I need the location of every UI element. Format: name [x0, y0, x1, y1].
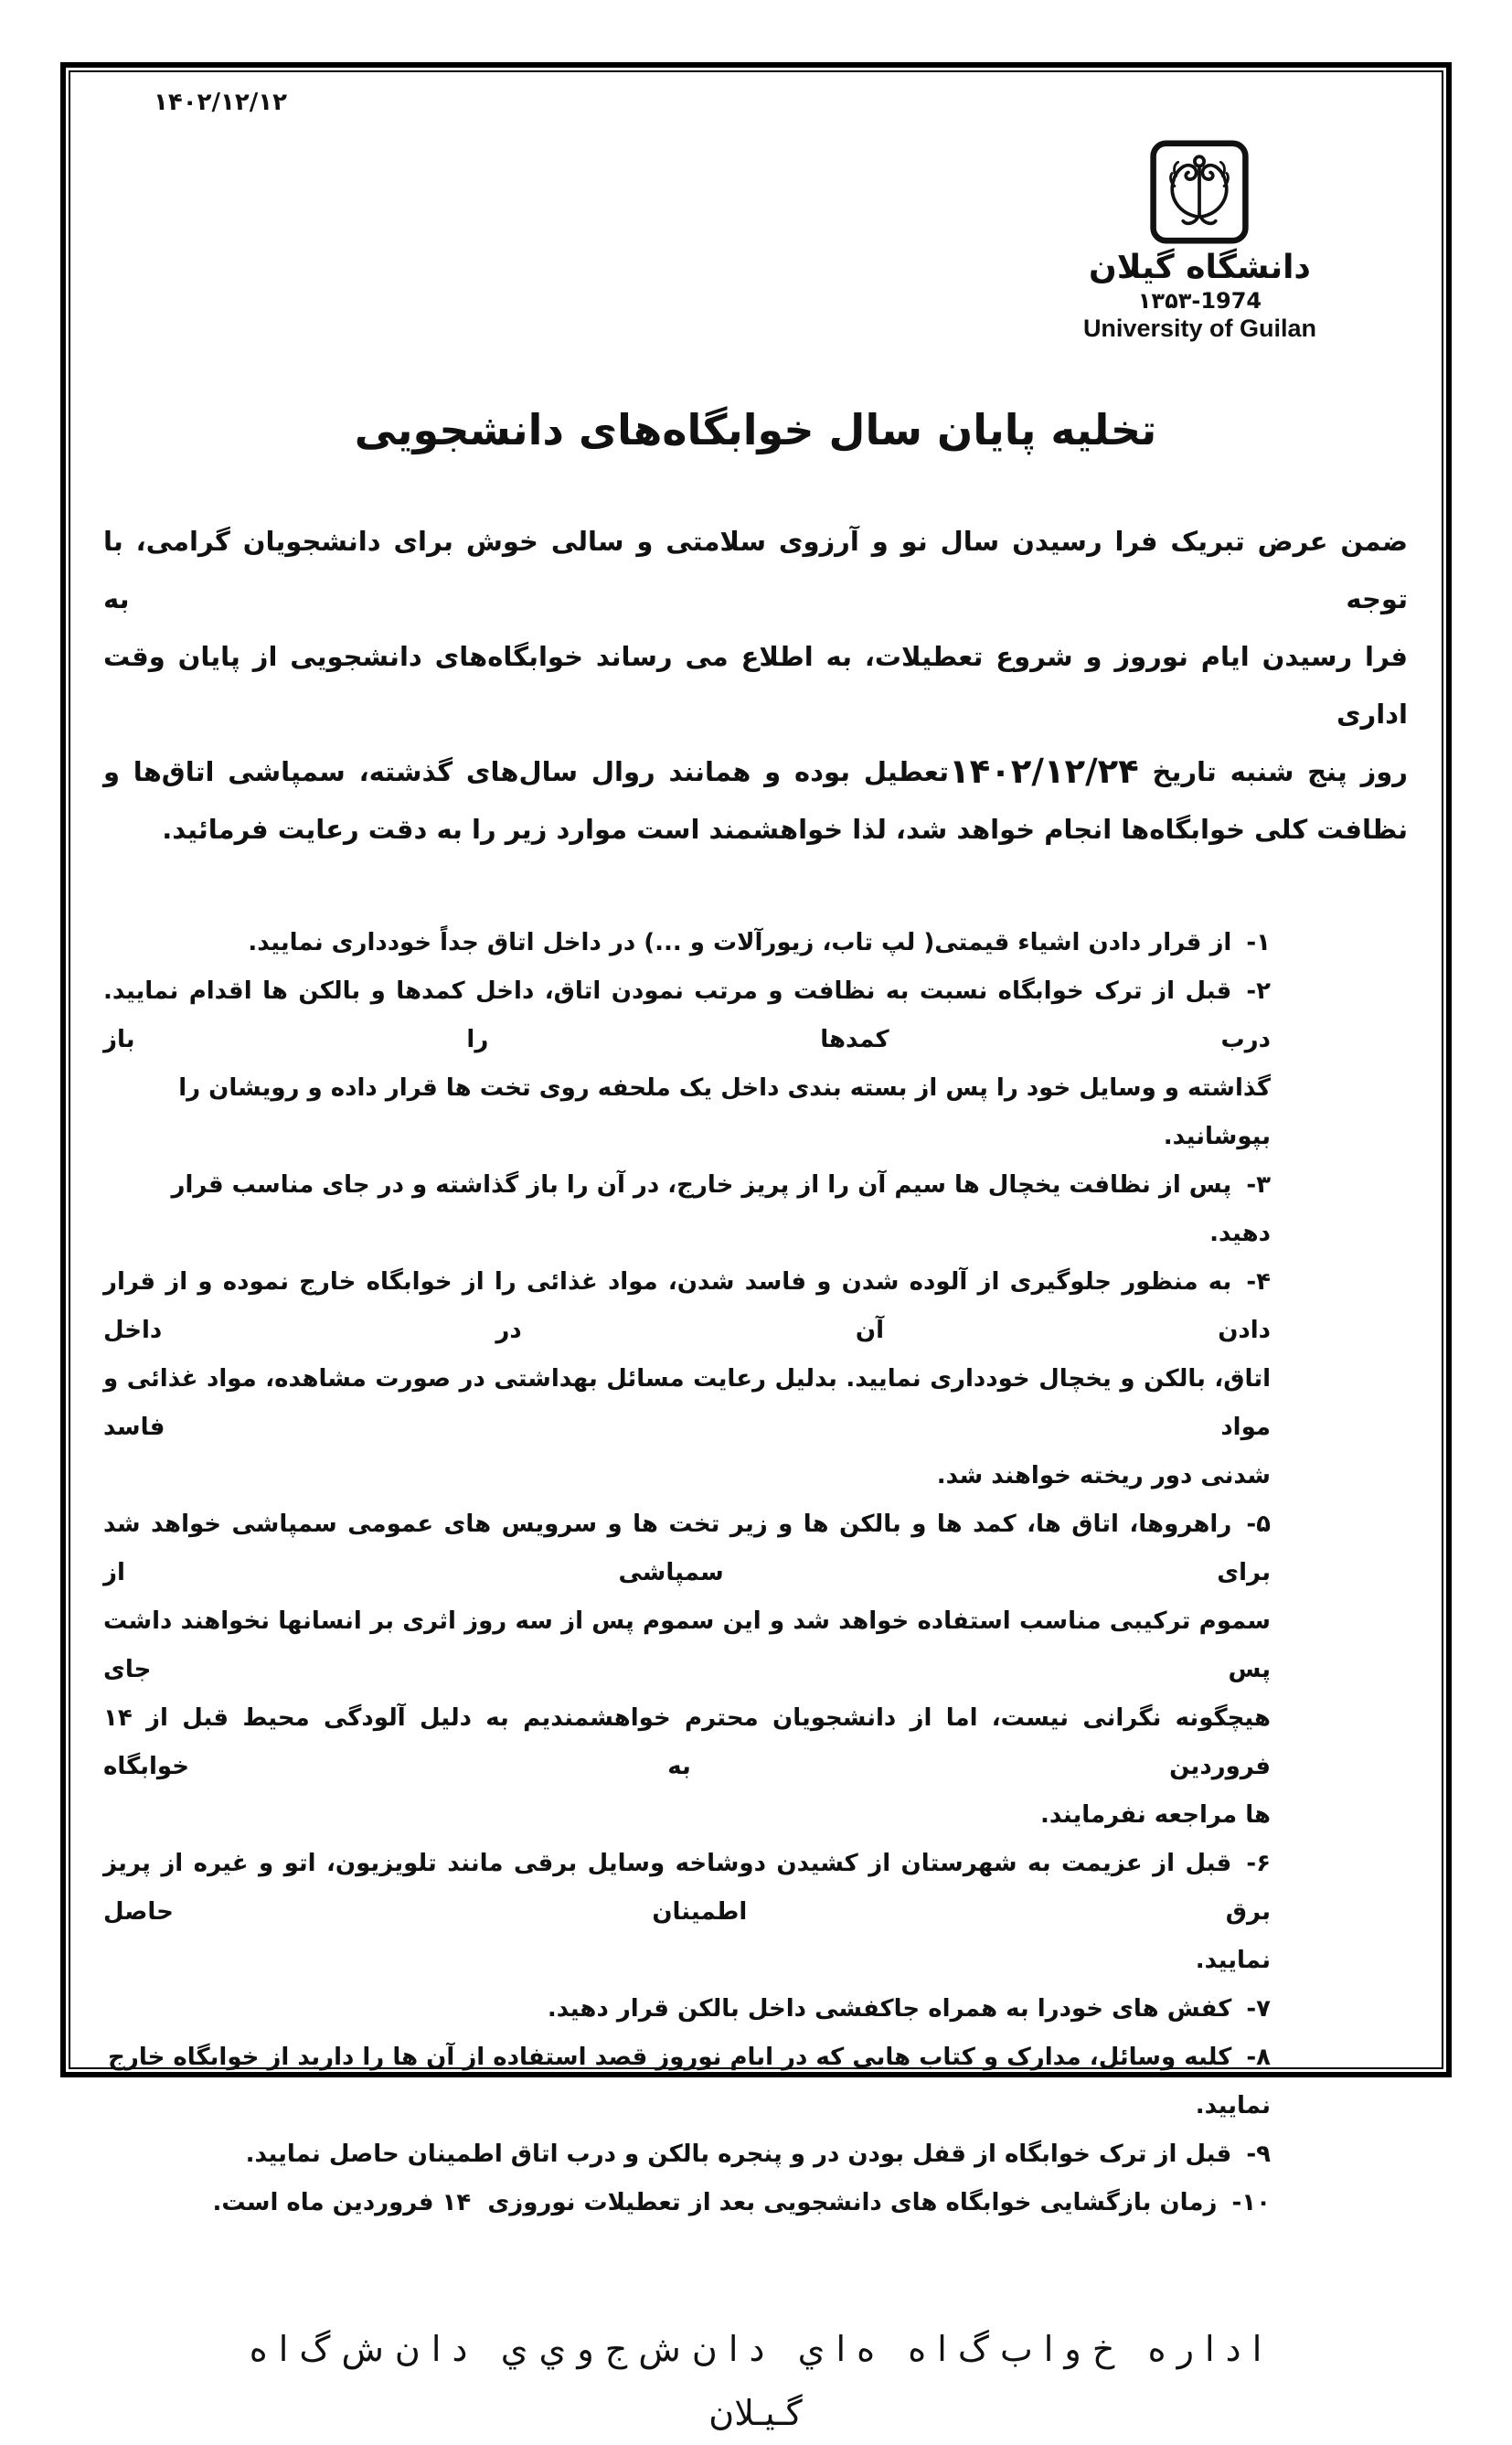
page-title: تخلیه پایان سال خوابگاه‌های دانشجویی — [354, 405, 1157, 454]
item-text: کفش های خودرا به همراه جاکفشی داخل بالکن قرار دهید. — [547, 1995, 1232, 2023]
item-text: ها مراجعه نفرمایند. — [1039, 1801, 1271, 1829]
intro-paragraph — [103, 513, 1408, 859]
list-item-line — [103, 2034, 1408, 2130]
item-number: ۲- — [1246, 977, 1271, 1005]
item-number: ۳- — [1246, 1171, 1271, 1199]
list-item-line — [103, 1694, 1408, 1791]
university-founding-years: ۱۳۵۳-1974 — [1137, 288, 1262, 314]
item-text: به منظور جلوگیری از آلوده شدن و فاسد شدن، مواد غذائی را از خوابگاه خارج نموده و از قرار دادن آن در داخل — [103, 1268, 1271, 1344]
intro-line: ضمن عرض تبریک فرا رسیدن سال نو و آرزوی سلامتی و سالی خوش برای دانشجویان گرامی، با توجه به — [103, 526, 1408, 614]
item-number: ۱۰- — [1231, 2189, 1271, 2216]
list-item-line — [103, 1500, 1408, 1597]
page-border-frame — [60, 62, 1452, 2433]
item-text: قبل از ترک خوابگاه نسبت به نظافت و مرتب نمودن اتاق، داخل کمدها و بالکن ها اقدام نمایید. درب کمدها را باز — [103, 977, 1271, 1053]
item-text: قبل از ترک خوابگاه از قفل بودن در و پنجره بالکن و درب اتاق اطمینان حاصل نمایید. — [245, 2141, 1232, 2168]
university-name-fa: دانشگاه گیلان — [1089, 249, 1311, 286]
item-number: ۱- — [1246, 929, 1271, 956]
instructions-list — [103, 919, 1408, 2227]
signature-line-2: گـيـلان — [708, 2393, 803, 2433]
item-text: پس از نظافت یخچال ها سیم آن را از پریز خارج، در آن را باز گذاشته و در جای مناسب قرار دهید. — [171, 1171, 1271, 1247]
university-of-guilan-emblem-icon — [1148, 138, 1251, 246]
list-item-line — [103, 1064, 1408, 1161]
list-item-line — [103, 1452, 1408, 1500]
item-text: راهروها، اتاق ها، کمد ها و بالکن ها و زیر تخت ها و سرویس های عمومی سمپاشی خواهد شد برای سمپاشی از — [103, 1511, 1271, 1586]
list-item-line — [103, 2179, 1408, 2227]
item-number: ۹- — [1246, 2141, 1271, 2168]
document-date: ۱۴۰۲/۱۲/۱۲ — [154, 89, 287, 116]
intro-line — [103, 743, 1408, 801]
item-text: کلیه وسائل، مدارک و کتاب هایی که در ایام نوروز قصد استفاده از آن ها را دارید از خوابگاه خارج نمایید. — [108, 2044, 1271, 2119]
list-item-line — [103, 1985, 1408, 2034]
university-logo-block — [1083, 138, 1316, 343]
item-text: زمان بازگشایی خوابگاه های دانشجویی بعد از تعطیلات نوروزی ۱۴ فروردین ماه است. — [212, 2189, 1218, 2216]
item-text: شدنی دور ریخته خواهند شد. — [936, 1462, 1271, 1489]
list-item-line — [103, 967, 1408, 1064]
list-item-line — [103, 1791, 1408, 1840]
item-text: از قرار دادن اشیاء قیمتی( لپ تاب، زیورآلات و ...) در داخل اتاق جداً خودداری نمایید. — [248, 929, 1232, 956]
item-text: سموم ترکیبی مناسب استفاده خواهد شد و این سموم پس از سه روز اثری بر انسانها نخواهند داشت پس جای — [103, 1607, 1271, 1683]
item-number: ۷- — [1246, 1995, 1271, 2023]
item-text: گذاشته و وسایل خود را پس از بسته بندی داخل یک ملحفه روی تخت ها قرار داده و رویشان را بپوشانید. — [178, 1074, 1271, 1150]
list-item-line — [103, 919, 1408, 967]
item-text: قبل از عزیمت به شهرستان از کشیدن دوشاخه وسایل برقی مانند تلویزیون، اتو و غیره از پریز برق اطمینان حاصل — [103, 1850, 1271, 1926]
item-text: هیچگونه نگرانی نیست، اما از دانشجویان محترم خواهشمندیم به دلیل آلودگی محیط قبل از ۱۴ فروردین به خوابگاه — [103, 1704, 1271, 1780]
list-item-line — [103, 1937, 1408, 1985]
signature-block — [103, 2317, 1408, 2445]
list-item-line — [103, 1161, 1408, 1258]
signature-line-1: ا د ا ر ه خ و ا ب گ ا ه ه ا ي د ا ن ش ج و ي ي د ا ن ش گ ا ه — [249, 2329, 1262, 2369]
item-number: ۸- — [1246, 2044, 1271, 2071]
item-number: ۶- — [1246, 1850, 1271, 1877]
list-item-line — [103, 2130, 1408, 2179]
intro-line: نظافت کلی خوابگاه‌ها انجام خواهد شد، لذا خواهشمند است موارد زیر را به دقت رعایت فرمائید. — [162, 814, 1408, 845]
item-text: نمایید. — [1195, 1947, 1271, 1974]
intro-line: فرا رسیدن ایام نوروز و شروع تعطیلات، به اطلاع می رساند خوابگاه‌های دانشجویی از پایان وقت اداری — [103, 641, 1408, 730]
item-number: ۴- — [1246, 1268, 1271, 1296]
university-name-en: University of Guilan — [1082, 315, 1316, 342]
closure-date: ۱۴۰۲/۱۲/۲۴ — [949, 752, 1139, 791]
intro-line-text: روز پنج شنبه تاریخ — [1138, 756, 1408, 787]
item-text: اتاق، بالکن و یخچال خودداری نمایید. بدلیل رعایت مسائل بهداشتی در صورت مشاهده، مواد غذائی و مواد فاسد — [103, 1365, 1271, 1441]
list-item-line — [103, 1597, 1408, 1694]
page-content-area — [69, 70, 1443, 2433]
intro-line-text: تعطیل بوده و همانند روال سال‌های گذشته، سمپاشی اتاق‌ها و — [103, 756, 950, 787]
list-item-line — [103, 1840, 1408, 1937]
list-item-line — [103, 1258, 1408, 1355]
list-item-line — [103, 1355, 1408, 1452]
item-number: ۵- — [1246, 1511, 1271, 1538]
